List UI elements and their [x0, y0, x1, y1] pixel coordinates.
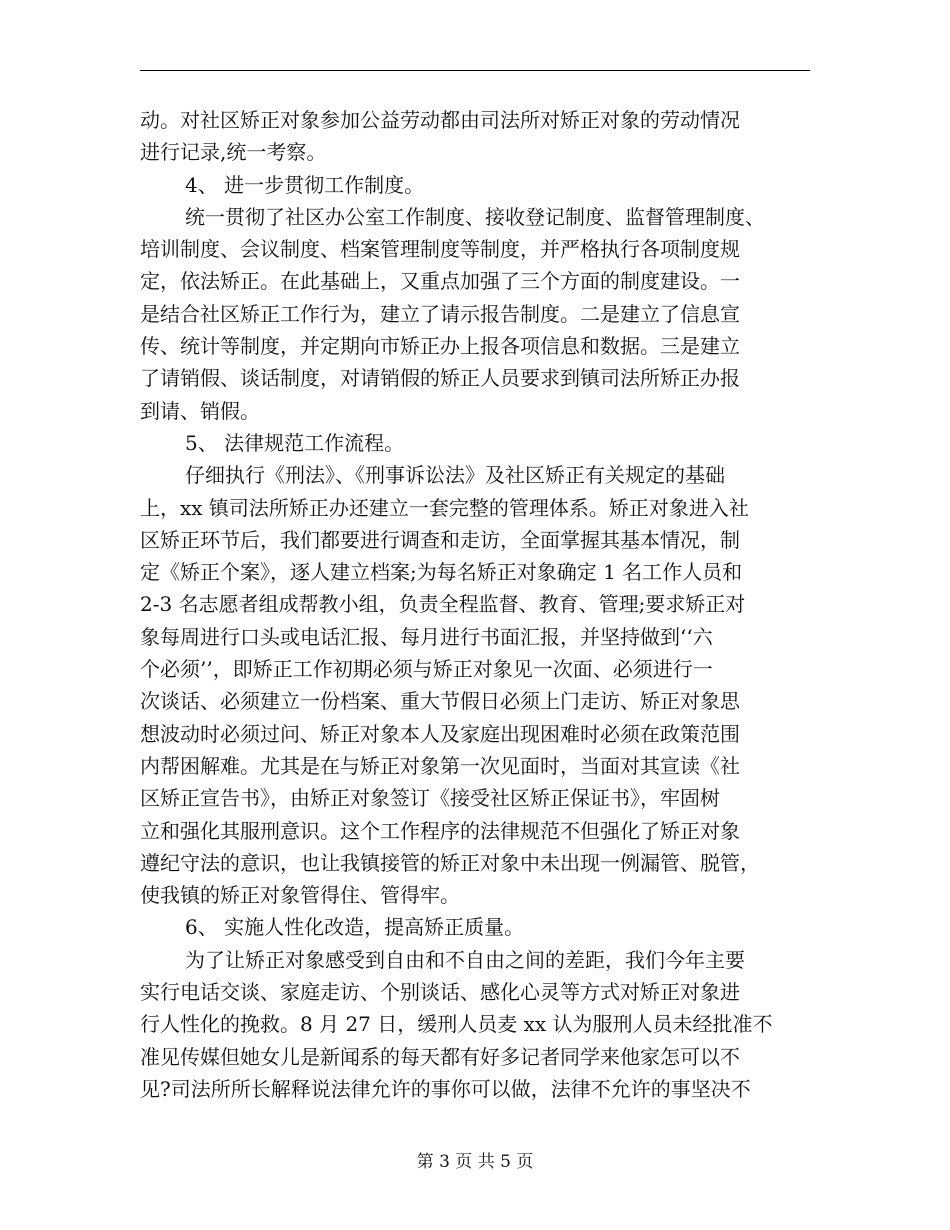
text-line: 行人性化的挽救。8 月 27 日，缓刑人员麦 xx 认为服刑人员未经批准不: [140, 1012, 773, 1037]
text-line: 动。对社区矫正对象参加公益劳动都由司法所对矫正对象的劳动情况: [140, 108, 740, 132]
header-rule: [140, 70, 810, 71]
text-line: 仔细执行《刑法》、《刑事诉讼法》及社区矫正有关规定的基础: [185, 463, 725, 488]
text-line: 见?司法所所长解释说法律允许的事你可以做，法律不允许的事坚决不: [140, 1076, 751, 1101]
text-line: 区矫正宣告书》，由矫正对象签订《接受社区矫正保证书》，牢固树: [140, 786, 720, 811]
text-line: 准见传媒但她女儿是新闻系的每天都有好多记者同学来他家怎可以不: [140, 1044, 740, 1069]
text-line: 培训制度、会议制度、档案管理制度等制度，并严格执行各项制度规: [140, 237, 740, 262]
text-line: 统一贯彻了社区办公室工作制度、接收登记制度、监督管理制度、: [185, 204, 765, 229]
text-line: 上，xx 镇司法所矫正办还建立一套完整的管理体系。矫正对象进入社: [140, 495, 749, 520]
text-line: 是结合社区矫正工作行为，建立了请示报告制度。二是建立了信息宣: [140, 301, 740, 326]
text-line: 定《矫正个案》，逐人建立档案;为每名矫正对象确定 1 名工作人员和: [140, 560, 743, 585]
text-line: 2-3 名志愿者组成帮教小组，负责全程监督、教育、管理;要求矫正对: [140, 592, 746, 617]
text-line: 次谈话、必须建立一份档案、重大节假日必须上门走访、矫正对象思: [140, 689, 740, 714]
text-line: 进行记录,统一考察。: [140, 140, 327, 165]
text-line: 区矫正环节后，我们都要进行调查和走访，全面掌握其基本情况，制: [140, 527, 740, 552]
text-line: 传、统计等制度，并定期向市矫正办上报各项信息和数据。三是建立: [140, 334, 740, 359]
section-heading: 6、 实施人性化改造，提高矫正质量。: [185, 915, 525, 940]
text-line: 为了让矫正对象感受到自由和不自由之间的差距，我们今年主要: [185, 947, 745, 972]
page-number: 第 3 页 共 5 页: [416, 1152, 534, 1172]
section-heading: 4、 进一步贯彻工作制度。: [185, 172, 425, 197]
text-line: 象每周进行口头或电话汇报、每月进行书面汇报，并坚持做到‘‘六: [140, 624, 713, 649]
section-heading: 5、 法律规范工作流程。: [185, 430, 405, 455]
text-line: 使我镇的矫正对象管得住、管得牢。: [140, 883, 460, 908]
text-line: 个必须’’，即矫正工作初期必须与矫正对象见一次面、必须进行一: [140, 657, 713, 682]
text-line: 遵纪守法的意识，也让我镇接管的矫正对象中未出现一例漏管、脱管，: [140, 850, 760, 875]
text-line: 想波动时必须过问、矫正对象本人及家庭出现困难时必须在政策范围: [140, 721, 740, 746]
text-line: 实行电话交谈、家庭走访、个别谈话、感化心灵等方式对矫正对象进: [140, 980, 740, 1005]
text-line: 了请销假、谈话制度，对请销假的矫正人员要求到镇司法所矫正办报: [140, 366, 740, 391]
text-line: 立和强化其服刑意识。这个工作程序的法律规范不但强化了矫正对象: [140, 818, 740, 843]
text-line: 定，依法矫正。在此基础上，又重点加强了三个方面的制度建设。一: [140, 269, 740, 294]
text-line: 内帮困解难。尤其是在与矫正对象第一次见面时，当面对其宣读《社: [140, 753, 740, 778]
document-body: [140, 104, 810, 1105]
text-line: 到请、销假。: [140, 398, 260, 423]
